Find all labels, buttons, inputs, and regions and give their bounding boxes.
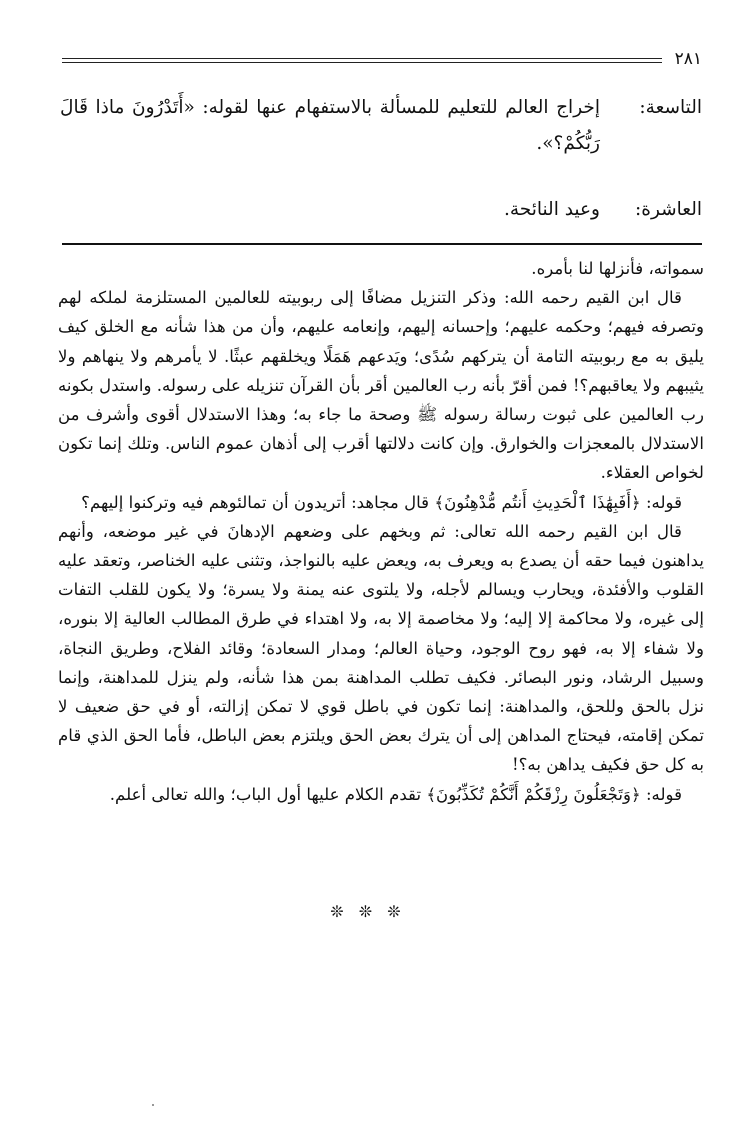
section-end-ornament: ❊ ❊ ❊	[330, 902, 406, 921]
point-label: العاشرة:	[635, 199, 702, 220]
header-rule	[62, 62, 662, 63]
paragraph: قوله: ﴿وَتَجْعَلُونَ رِزْقَكُمْ أَنَّكُمْ تُكَذِّبُونَ﴾ تقدم الكلام عليها أول الباب؛ والله تعالى أعلم.	[109, 784, 682, 804]
page-number: ٢٨١	[674, 49, 702, 69]
paragraph: قال ابن القيم رحمه الله: وذكر التنزيل مضافًا إلى ربوبيته للعالمين المستلزمة لملكه لهم وتصرفه فيهم؛ وحكمه عليهم؛ وإحسانه إليهم، وإنعامه عليهم، وأن من هذا شأنه مع الخلق كيف يليق به مع ربوبيته التامة أن يتركهم سُدًى؛ ويَدعهم هَمَلًا ويخلقهم عبثًا. لا يأمرهم ولا ينهاهم ولا يثيبهم ولا يعاقبهم؟! فمن أقرّ بأنه رب العالمين أقر بأن القرآن تنزيله على رسوله. واستدل بكونه رب العالمين على ثبوت رسالة رسوله ﷺ وصحة ما جاء به؛ وهذا الاستدلال أقوى وأشرف من الاستدلال بالمعجزات والخوارق. وإن كانت دلالتها أقرب إلى أذهان عموم الناس. وتلك إنما تكون لخواص العقلاء.	[58, 288, 704, 483]
point-tenth	[60, 192, 702, 228]
paragraph: قال ابن القيم رحمه الله تعالى: ثم وبخهم على وضعهم الإدهانَ في غير موضعه، وأنهم يداهنون فيما حقه أن يصدع به ويعرف به، ويعض عليه بالنواجذ، وتثنى عليه الخناصر، وتعقد عليه القلوب والأفئدة، ويحارب ويسالم لأجله، ولا يلتوى عنه يمنة ولا يسرة؛ ولا يكون للقلب التفات إلى غيره، ولا محاكمة إلا إليه؛ ولا مخاصمة إلا به، ولا اهتداء في طرق المطالب العالية إلا بنوره، ولا شفاء إلا به، فهو روح الوجود، وحياة العالم؛ ومدار السعادة؛ وقائد الفلاح، وطريق النجاة، وسبيل الرشاد، ونور البصائر. فكيف تطلب المداهنة بمن هذا شأنه، ولم ينزل للمداهنة، وإنما نزل بالحق وللحق، والمداهنة: إنما تكون في باطل قوي لا تمكن إزالته، أو في حق ضعيف لا تمكن إقامته، فيحتاج المداهن إلى أن يترك بعض الحق ويلتزم بعض الباطل، فأما الحق الذي قام به كل حق فكيف يداهن به؟!	[58, 521, 705, 775]
point-text: وعيد النائحة.	[503, 199, 600, 220]
section-separator	[62, 243, 702, 245]
point-ninth	[60, 90, 702, 162]
point-text: إخراج العالم للتعليم للمسألة بالاستفهام عنها لقوله: «أَتَدْرُونَ ماذا قَالَ رَبُّكُمْ؟».	[60, 97, 600, 154]
scan-speck	[152, 1104, 154, 1106]
commentary-text	[58, 254, 704, 809]
page-header	[62, 48, 702, 72]
header-rule	[62, 58, 662, 59]
paragraph: سمواته، فأنزلها لنا بأمره.	[531, 259, 704, 278]
point-label: التاسعة:	[639, 97, 702, 118]
lesson-points	[60, 90, 702, 258]
paragraph: قوله: ﴿أَفَبِهَٰذَا ٱلْحَدِيثِ أَنتُم مُّدْهِنُونَ﴾ قال مجاهد: أتريدون أن تمالئوهم فيه وتركنوا إليهم؟	[81, 492, 682, 512]
